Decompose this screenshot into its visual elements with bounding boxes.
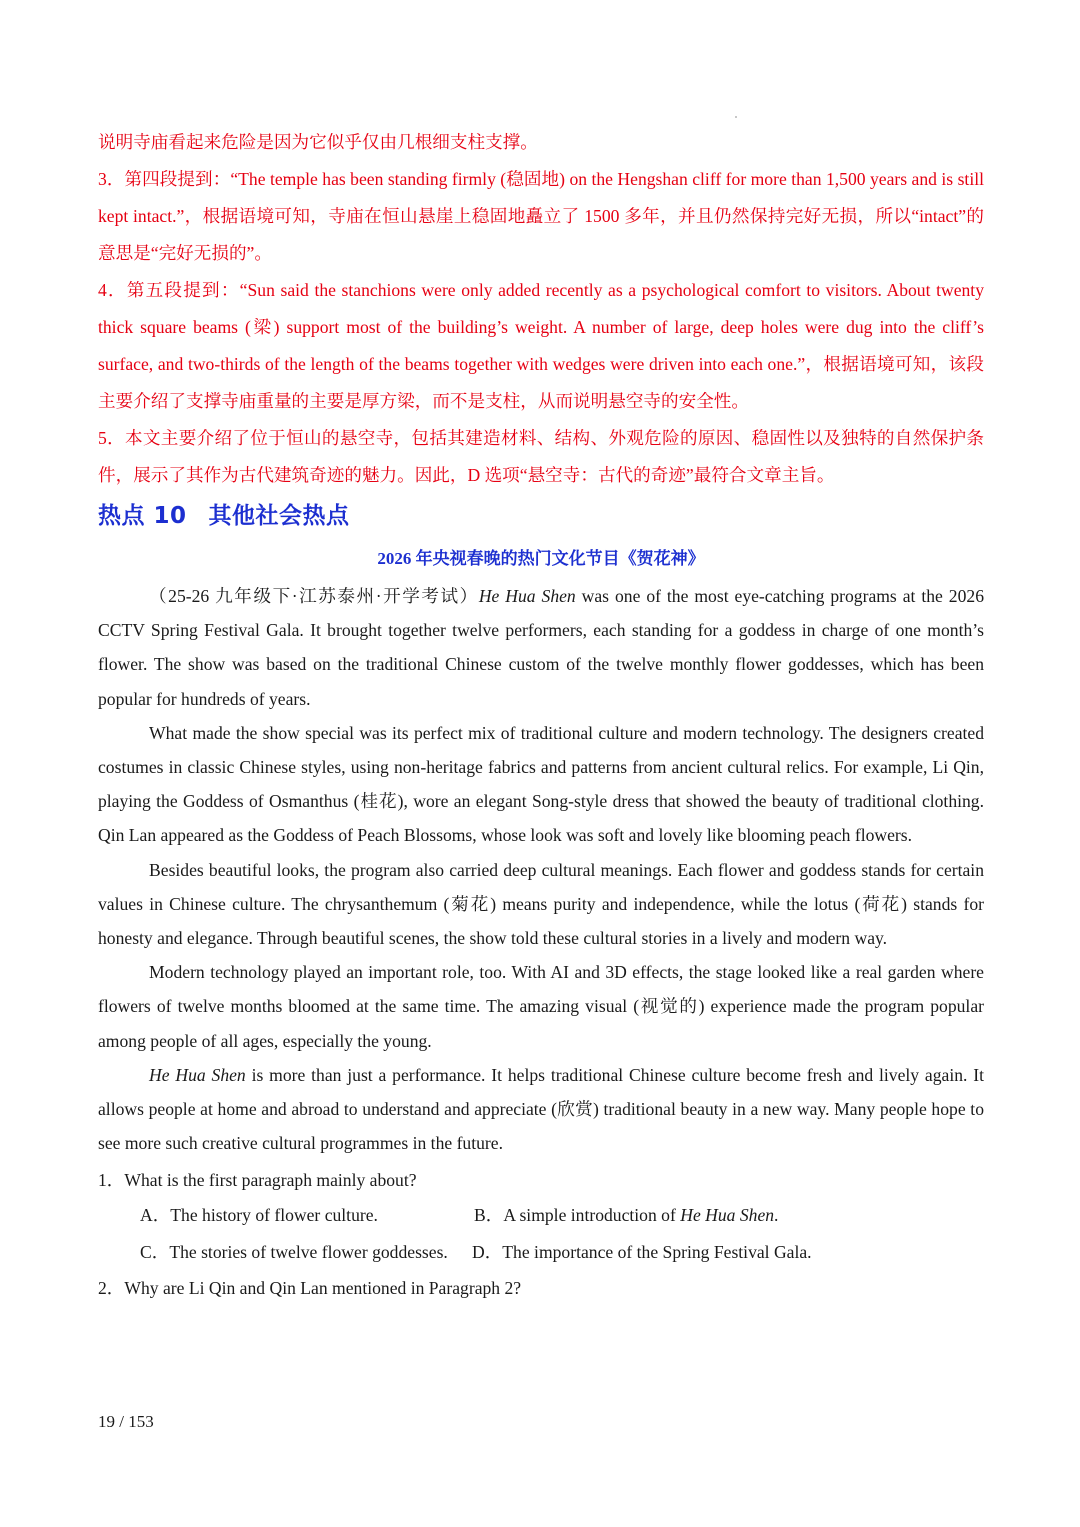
- questions: [98, 1163, 984, 1305]
- article-paragraph-3: Besides beautiful looks, the program also carried deep cultural meanings. Each flower and goddess stands for certain values in Chinese culture. The chrysanthemum (菊花) means purity and independence, while the lotus (荷花) stands for honesty and elegance. Through beautiful scenes, the show told these cultural stories in a lively and modern way.: [98, 859, 984, 949]
- article-paragraph-5: [98, 1058, 984, 1161]
- section-title: 其他社会热点: [208, 503, 350, 529]
- answer-item-4: 4．第五段提到：“Sun said the stanchions were only added recently as a psychological comfort to visitors. About twenty thick square beams (梁) support most of the building’s weight. A number of large, deep holes were dug into the cliff’s surface, and two-thirds of the length of the beams together with wedges were driven into each one.”，根据语境可知，该段主要介绍了支撑寺庙重量的主要是厚方梁，而不是支柱，从而说明悬空寺的安全性。: [98, 280, 984, 411]
- answer-item-5: 5．本文主要介绍了位于恒山的悬空寺，包括其建造材料、结构、外观危险的原因、稳固性以及独特的自然保护条件，展示了其作为古代建筑奇迹的魅力。因此，D 选项“悬空寺：古代的奇迹”最符合文章主旨。: [98, 428, 984, 485]
- program-title: He Hua Shen: [478, 586, 576, 606]
- article-paragraph-1: [98, 579, 984, 716]
- section-heading: [98, 500, 984, 532]
- article-body: [98, 579, 984, 1160]
- article-subtitle: 2026 年央视春晚的热门文化节目《贺花神》: [377, 549, 705, 568]
- option-b-title: He Hua Shen: [680, 1205, 775, 1226]
- question-1: 1．What is the first paragraph mainly about?: [98, 1170, 417, 1191]
- option-a[interactable]: A．The history of flower culture.: [140, 1205, 378, 1226]
- option-c[interactable]: C．The stories of twelve flower goddesses.: [140, 1242, 448, 1263]
- document-page: [98, 124, 984, 1305]
- section-number: 热点 10: [98, 503, 187, 529]
- paragraph-5-text: is more than just a performance. It helps traditional Chinese culture become fresh and lively again. It allows people at home and abroad to understand and appreciate (欣赏) traditional beauty in a new way. Many people hope to see more such creative cultural programmes in the future.: [98, 1064, 985, 1154]
- option-b-suffix: .: [774, 1205, 779, 1226]
- option-d[interactable]: D．The importance of the Spring Festival Gala.: [472, 1242, 812, 1263]
- answer-item-3: 3．第四段提到：“The temple has been standing firmly (稳固地) on the Hengshan cliff for more than 1,500 years and is still kept intact.”，根据语境可知，寺庙在恒山悬崖上稳固地矗立了 1500 多年，并且仍然保持完好无损，所以“intact”的意思是“完好无损的”。: [98, 169, 984, 263]
- article-paragraph-2: What made the show special was its perfect mix of traditional culture and modern technology. The designers created costumes in classic Chinese styles, using non-heritage fabrics and patterns from ancient cultural relics. For example, Li Qin, playing the Goddess of Osmanthus (桂花), wore an elegant Song-style dress that showed the beauty of traditional clothing. Qin Lan appeared as the Goddess of Peach Blossoms, whose look was soft and lovely like blooming peach flowers.: [98, 722, 984, 846]
- answer-line-continuation: 说明寺庙看起来危险是因为它似乎仅由几根细支柱支撑。: [98, 132, 538, 152]
- paragraph-1-text: was one of the most eye-catching programs at the 2026 CCTV Spring Festival Gala. It brought together twelve performers, each standing for a goddess in charge of one month’s flower. The show was based on the traditional Chinese custom of the twelve monthly flower goddesses, which has been popular for hundreds of years.: [98, 586, 984, 709]
- option-b-prefix: B．A simple introduction of: [474, 1205, 681, 1226]
- program-title: He Hua Shen: [149, 1064, 246, 1085]
- answer-explanations: [98, 124, 984, 494]
- page-number: 19 / 153: [98, 1412, 154, 1431]
- scan-dot: [735, 116, 737, 118]
- question-1-options-row-2: [98, 1234, 984, 1271]
- article-paragraph-4: Modern technology played an important role, too. With AI and 3D effects, the stage looked like a real garden where flowers of twelve months bloomed at the same time. The amazing visual (视觉的) experience made the program popular among people of all ages, especially the young.: [98, 962, 984, 1051]
- source-tag: （25-26 九年级下·江苏泰州·开学考试）: [149, 586, 479, 606]
- question-2: 2．Why are Li Qin and Qin Lan mentioned in Paragraph 2?: [98, 1278, 522, 1299]
- question-1-options-row-1: [98, 1197, 984, 1234]
- option-b[interactable]: [474, 1197, 778, 1234]
